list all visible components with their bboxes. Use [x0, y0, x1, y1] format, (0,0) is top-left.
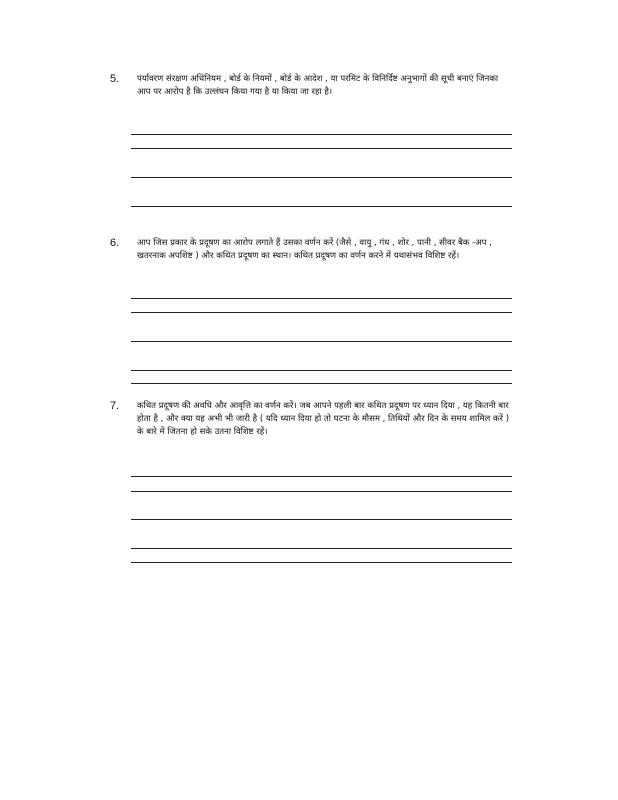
answer-line[interactable] [131, 370, 512, 371]
answer-line[interactable] [131, 134, 512, 135]
question-number: 5. [110, 73, 120, 85]
question-text: आप जिस प्रकार के प्रदूषण का आरोप लगाते हैं उसका वर्णन करें (जैसे , वायु , गंध , शोर , पानी , सीवर बैक -अप , खतरनाक अपशिष्ट ) और कथित प्रदूषण का स्थान। कथित प्रदूषण का वर्णन करने में यथासंभव विशिष्ट रहें। [137, 238, 492, 261]
answer-line[interactable] [131, 177, 512, 178]
answer-line[interactable] [131, 148, 512, 149]
question-text: कथित प्रदूषण की अवधि और आवृत्ति का वर्णन करें। जब आपने पहली बार कथित प्रदूषण पर ध्यान दिया , यह कितनी बार होता है , और क्या यह अभी भी जारी है ( यदि ध्यान दिया हो तो घटना के मौसम , तिथियों और दिन के समय शामिल करें ) के बारे में जितना हो सके उतना विशिष्ट रहें। [137, 401, 510, 437]
answer-line[interactable] [131, 476, 512, 477]
answer-line[interactable] [131, 312, 512, 313]
answer-line[interactable] [131, 206, 512, 207]
answer-line[interactable] [131, 562, 512, 563]
answer-line[interactable] [131, 341, 512, 342]
answer-line[interactable] [131, 298, 512, 299]
answer-line[interactable] [131, 548, 512, 549]
answer-line[interactable] [131, 491, 512, 492]
question-number: 6. [110, 237, 120, 249]
answer-line[interactable] [131, 383, 512, 384]
question-text: पर्यावरण संरक्षण अधिनियम , बोर्ड के नियमों , बोर्ड के आदेश , या परमिट के विनिर्दिष्ट अनुभागों की सूची बनाएं जिनका आप पर आरोप है कि उल्लंघन किया गया है या किया जा रहा है। [137, 74, 499, 97]
answer-line[interactable] [131, 519, 512, 520]
question-number: 7. [110, 400, 120, 412]
